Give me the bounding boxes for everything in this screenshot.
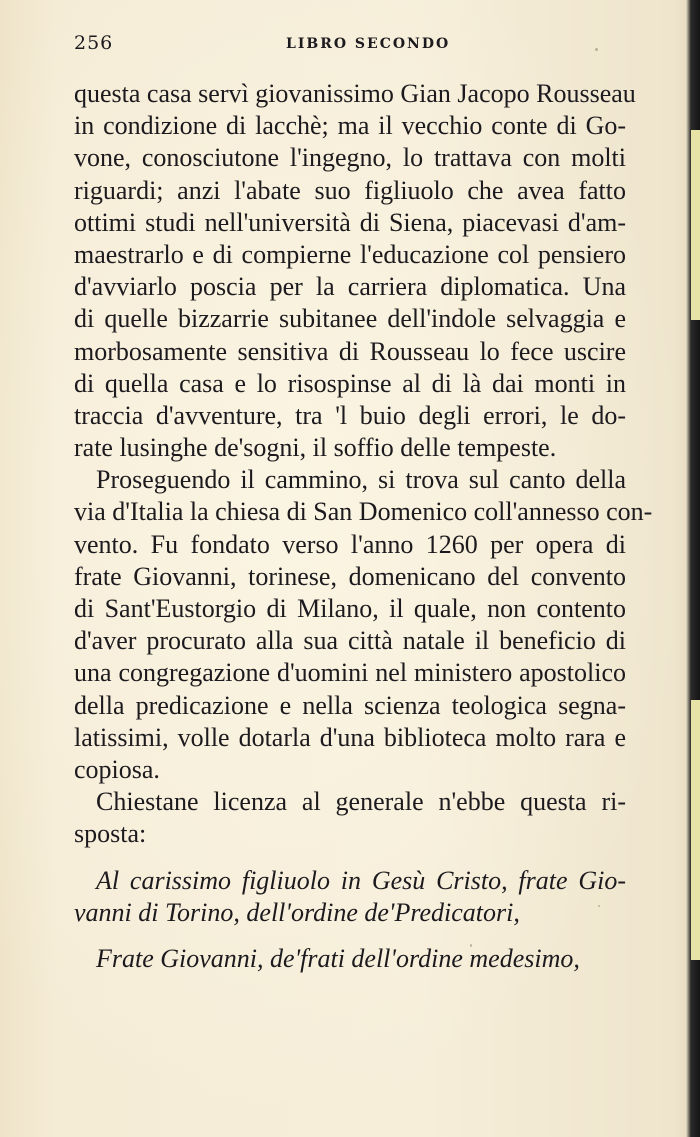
page-header: [74, 32, 634, 54]
running-head: LIBRO SECONDO: [286, 36, 451, 52]
text-line: di quella casa e lo risospinse al di là dai monti in: [74, 368, 626, 398]
page-number: 256: [74, 32, 114, 54]
spacer: [74, 851, 626, 865]
paper-speck: [598, 905, 600, 907]
text-line: maestrarlo e di compierne l'educazione col pensiero: [74, 239, 626, 269]
text-line: in condizione di lacchè; ma il vecchio conte di Go-: [74, 111, 626, 141]
edge-highlight: [691, 700, 700, 960]
text-line: copiosa.: [74, 754, 160, 784]
salutation-line: Al carissimo figliuolo in Gesù Cristo, frate Gio-: [96, 865, 626, 895]
text-line: di Sant'Eustorgio di Milano, il quale, non contento: [74, 594, 626, 623]
spacer: [74, 929, 626, 943]
text-line: rate lusinghe de'sogni, il soffio delle tempeste.: [74, 433, 557, 463]
body-text: [74, 78, 653, 975]
letter-sender: Frate Giovanni, de'frati dell'ordine medesimo,: [96, 943, 580, 973]
text-line: d'avviarlo poscia per la carriera diplomatica. Una: [74, 272, 626, 302]
paper-speck: [470, 944, 472, 947]
edge-highlight: [691, 130, 700, 320]
text-line: morbosamente sensitiva di Rousseau lo fece uscire: [74, 336, 626, 366]
text-line: sposta:: [74, 819, 147, 849]
letter-salutation: [74, 865, 626, 929]
paper-speck: [595, 48, 598, 51]
text-line: ottimi studi nell'università di Siena, piacevasi d'am-: [74, 207, 626, 237]
text-line: vento. Fu fondato verso l'anno 1260 per opera di: [74, 529, 626, 559]
text-line: via d'Italia la chiesa di San Domenico coll'annesso con-: [74, 497, 653, 527]
text-line: questa casa servì giovanissimo Gian Jacopo Rousseau: [74, 79, 636, 108]
text-line: frate Giovanni, torinese, domenicano del convento: [74, 561, 626, 591]
text-line: una congregazione d'uomini nel ministero apostolico: [74, 658, 626, 688]
page-edge-shadow: [686, 0, 700, 1137]
text-line: di quelle bizzarrie subitanee dell'indole selvaggia e: [74, 304, 626, 334]
paragraph-licenza: [74, 786, 626, 850]
text-line: della predicazione e nella scienza teologica segna-: [74, 690, 626, 720]
text-line: latissimi, volle dotarla d'una biblioteca molto rara e: [74, 722, 626, 752]
text-line: riguardi; anzi l'abate suo figliuolo che avea fatto: [74, 175, 626, 205]
salutation-line: vanni di Torino, dell'ordine de'Predicatori,: [74, 897, 520, 927]
text-line: vone, conosciutone l'ingegno, lo trattava con molti: [74, 143, 626, 173]
text-line: d'aver procurato alla sua città natale il beneficio di: [74, 626, 626, 656]
paragraph-san-domenico: [74, 464, 653, 786]
paragraph-rousseau: [74, 78, 636, 464]
text-line: Proseguendo il cammino, si trova sul canto della: [96, 465, 626, 495]
text-line: traccia d'avventure, tra 'l buio degli errori, le do-: [74, 400, 626, 430]
text-line: Chiestane licenza al generale n'ebbe questa ri-: [96, 787, 626, 817]
